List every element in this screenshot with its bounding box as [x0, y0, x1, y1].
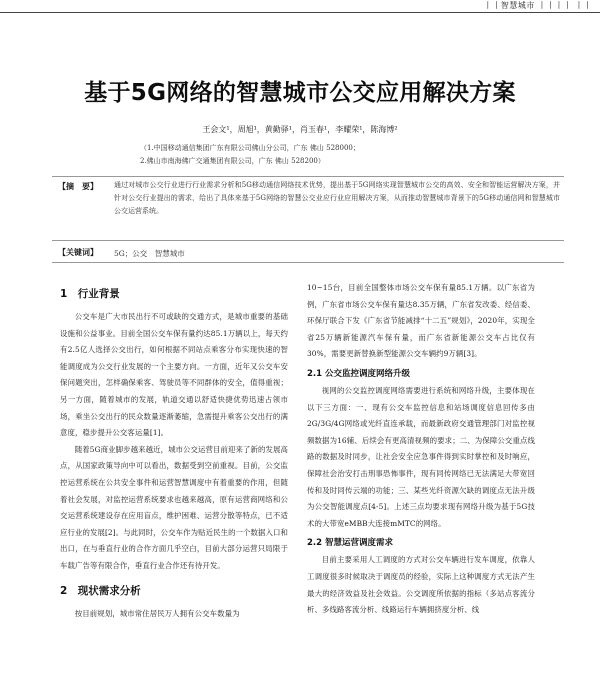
affiliation-2: 2.佛山市南海佛广交通集团有限公司，广东 佛山 528200）	[140, 157, 325, 165]
abstract-bottom-rule	[52, 262, 564, 263]
left-column	[60, 286, 288, 622]
section-heading-2: 2 现状需求分析	[60, 584, 141, 597]
journal-header	[0, 0, 600, 12]
abstract-top-rule	[52, 176, 564, 177]
right-column	[307, 280, 535, 619]
keywords-text: 5G；公交 智慧城市	[114, 249, 185, 258]
header-divider	[0, 12, 600, 13]
paragraph: 目前主要采用人工调度的方式对公交车辆进行发车调度，依靠人工调度很多时候取决于调度员的经验，实际上这种调度方式无法产生最大的经济效益及社会效益。公交调度所依据的指标（多站点客流分析、多线路客流分析、线路运行车辆拥挤度分析、线	[307, 555, 535, 615]
abstract-text: 通过对城市公交行业进行行业需求分析和5G移动通信网络技术优势，提出基于5G网络实现智慧城市公交的高效、安全和智能运营解决方案，并针对公交行业提出的需求，给出了具体来基于5G网络的智慧公交业应行业应用解决方案，从而推动智慧城市背景下的5G移动通信网和智慧城市公交运营系统。	[114, 181, 560, 215]
paragraph: 随着5G商业脚步越来越近，城市公交运营目前迎来了新的发展高点，从国家政策导向中可以看出，数据受到空前重视。目前，公交监控运营系统在公共安全事件和运营智慧调度中有着重要的作用，但随着社会发展，对监控运营系统要求也越来越高，原有运营商网络和公交运营系统建设存在应用盲点，维护困难、运营分散等特点，已不适应行业的发展[2]。与此同时，公交车作为贴近民生的一个数据入口和出口，在与垂直行业的合作方面几乎空白，目前大部分运营只局限于车载广告等有限合作，垂直行业合作还有待开发。	[60, 444, 288, 570]
paragraph: 10~15台，目前全国整体市场公交车保有量85.1万辆。以广东省为例，广东省市场公交车保有量达8.35万辆，广东省发改委、经信委、环保厅联合下发《广东省节能减排“十二五”规划》，2020年，实现全省25万辆新能源汽车保有量，而广东省新能源公交车占比仅有30%，需要更新替换新型能源公交车辆约9万辆[3]。	[307, 283, 535, 359]
subsection-heading-2-2: 2.2 智慧运营调度需求	[307, 538, 394, 549]
section-heading-1: 1 行业背景	[60, 288, 120, 300]
abstract-label: 【摘 要】	[58, 182, 98, 191]
affiliation-1: （1.中国移动通信集团广东有限公司佛山分公司，广东 佛山 528000；	[140, 144, 360, 152]
paragraph: 按目前规划，城市常住居民万人拥有公交车数量为	[74, 608, 240, 618]
paragraph: 视网的公交监控调度网络需要进行系统和网络升级，主要体现在以下三方面：一、现有公交车监控信息和站场调度信息回传多由2G/3G/4G网络或光纤直连承载，而最新政府交通管理部门对监控视频数据为16辅、后续会有更高清视频的要求；二、为保障公交重点线路的数据及时同步，让社会安全应急事件得到实时掌控和及时响应，保障社会治安打击刑事恐怖事件，现有同传网络已无法满足大带宽回传和及时同传云端的功能；三、某些光纤资源欠缺的调度点无法升级为公交智能调度点[4-5]。上述三点均要求现有网络升级为基于5G技术的大带宽eMBB大连接mMTC的网络。	[307, 385, 535, 528]
paragraph: 公交车是广大市民出行不可或缺的交通方式，是城市重要的基础设施和公益事业。目前全国公交车保有量约达85.1万辆以上，每天约有2.5亿人选择公交出行，如何根据不同站点乘客分布实现快速的智能调度成为公交行业发展的一个主要方向。一方面，近年又公交车安保问题突出，怎样确保乘客、驾驶员等不同群体的安全，值得重视；另一方面，随着城市的发展，轨道交通以舒适快捷优势迅速占领市场，乘坐公交出行的民众数量逐渐萎缩，急需提升乘客公交出行的满意度，稳步提升公交客运量[1]。	[60, 312, 288, 438]
keywords-label: 【关键词】	[58, 248, 98, 257]
journal-section-label: 丨丨智慧城市 丨丨丨丨 丨丨	[483, 1, 592, 10]
author-list: 王会文¹，周旭¹，黄勤驿¹，肖玉春¹，李耀荣¹，陈海博²	[202, 125, 398, 134]
abstract-mid-rule	[52, 240, 564, 241]
subsection-heading-2-1: 2.1 公交监控调度网络升级	[307, 368, 411, 379]
paper-title: 基于5G网络的智慧城市公交应用解决方案	[84, 80, 516, 106]
